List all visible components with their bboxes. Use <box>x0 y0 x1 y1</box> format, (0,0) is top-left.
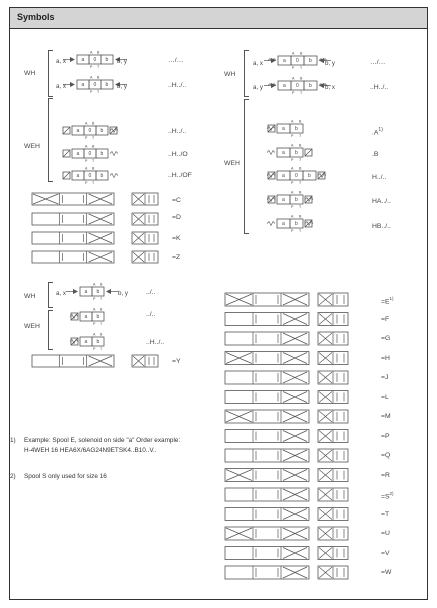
left-wh-row1-suffix: …/… <box>168 57 184 64</box>
footnote-2: 2) Spool S only used for size 16 <box>10 472 210 484</box>
port-b-label: B <box>100 332 103 337</box>
mid-wh-bracket <box>48 282 53 308</box>
cell-b-label: b <box>295 197 298 203</box>
spool-list-code-0: $=E^{1)}$ <box>381 296 394 306</box>
port-a-label: A <box>291 214 294 219</box>
spool-list-row-8 <box>225 449 309 462</box>
cell-a-label: a <box>81 57 85 63</box>
port-b-label: B <box>299 214 302 219</box>
cell-0-label: 0 <box>93 82 97 88</box>
spool-row-3 <box>32 251 114 263</box>
spool-list-row-7 <box>225 430 309 443</box>
port-p-label: P <box>85 181 88 185</box>
right-wh-row2-suffix: ..H../.. <box>370 84 389 91</box>
port-b-label: B <box>92 121 95 126</box>
cell-a-label: a <box>84 314 88 320</box>
mid-wh-suffix: ../.. <box>146 289 156 296</box>
port-b-label: B <box>92 144 95 149</box>
spool-code-y: =Y <box>172 358 181 365</box>
spool-list-row-13 <box>225 547 309 560</box>
cell-b-label: b <box>295 150 298 156</box>
cell-a-label: a <box>283 58 286 64</box>
spool-row-y <box>32 355 114 367</box>
cell-b-label: b <box>105 82 109 88</box>
port-a-label: A <box>85 144 88 149</box>
solenoid-left-diag <box>63 127 70 134</box>
left-weh-bracket <box>48 98 53 182</box>
spool-list-code-9: =R <box>381 471 390 479</box>
left-wh-label: WH <box>24 70 36 77</box>
right-weh-row5-suffix: HB../.. <box>372 223 391 230</box>
cell-a-label: a <box>282 150 285 156</box>
spool-list-row-11 <box>225 508 309 521</box>
port-b-label: B <box>100 307 103 312</box>
port-t-label: T <box>92 159 95 163</box>
port-t-label: T <box>299 158 302 162</box>
port-p-label: P <box>291 205 294 209</box>
port-b-label: B <box>299 143 302 148</box>
spool-code-d: =D <box>172 214 181 221</box>
port-t-label: T <box>100 297 103 301</box>
pilot-arrow-right <box>106 289 111 294</box>
spool-list-row-6 <box>225 410 309 423</box>
port-p-label: P <box>93 297 96 301</box>
cell-0-label: 0 <box>296 58 299 64</box>
port-b-label: B <box>97 50 100 55</box>
port-p-label: P <box>291 158 294 162</box>
port-p-label: P <box>93 347 96 351</box>
spool-list-row-12 <box>225 527 309 540</box>
cell-b-label: b <box>96 339 100 345</box>
mid-weh-bracket <box>48 310 53 350</box>
mid-weh-row1-suffix: ../.. <box>146 311 156 318</box>
port-b-label: B <box>299 119 302 124</box>
section-title: Symbols <box>17 12 55 22</box>
port-p-label: P <box>85 159 88 163</box>
port-a-label: A <box>93 332 96 337</box>
footnote-1-text: Example: Spool E, solenoid on side "a" Order example: <box>24 437 181 444</box>
port-a-label: A <box>90 75 93 80</box>
port-p-label: P <box>291 229 294 233</box>
cell-b-label: b <box>308 173 311 179</box>
spool-list-code-4: =J <box>381 374 389 381</box>
port-a-label: A <box>93 282 96 287</box>
left-weh-row2-suffix: ..H../O <box>168 151 188 158</box>
port-p-label: P <box>291 181 294 185</box>
port-p-label: P <box>90 65 93 69</box>
spool-list-row-4 <box>225 371 309 384</box>
pilot-arrow-left <box>73 289 78 294</box>
left-wh-row2-left: a, x <box>56 83 66 90</box>
cell-b-label: b <box>309 58 312 64</box>
spool-list-row-5 <box>225 391 309 404</box>
spring-right <box>110 174 118 178</box>
right-wh-row2-right: b, x <box>325 84 335 91</box>
spool-list-code-12: =U <box>381 530 390 537</box>
port-b-label: B <box>300 76 303 81</box>
left-wh-bracket <box>48 50 53 97</box>
pilot-arrow-left <box>70 57 75 62</box>
right-weh-label: WEH <box>224 160 240 167</box>
cell-a-label: a <box>283 83 286 89</box>
cell-a-label: a <box>282 197 285 203</box>
right-wh-row1-suffix: …/… <box>370 59 386 66</box>
right-wh-bracket <box>244 50 249 97</box>
spool-list-code-8: =Q <box>381 452 391 459</box>
solenoid-left-diag <box>63 150 70 157</box>
port-a-label: A <box>292 51 295 56</box>
spool-row-0 <box>32 193 114 205</box>
right-weh-row1-suffix: $.A^{1)}$ <box>372 127 383 137</box>
cell-b-label: b <box>100 128 104 134</box>
left-weh-label: WEH <box>24 143 40 150</box>
port-t-label: T <box>299 134 302 138</box>
cell-b-label: b <box>96 314 100 320</box>
port-b-label: B <box>299 190 302 195</box>
right-wh-row1-right: b, y <box>325 60 335 67</box>
left-wh-row1-right: b, y <box>117 58 127 65</box>
right-wh-row2-left: a, y <box>253 84 263 91</box>
port-p-label: P <box>93 322 96 326</box>
cell-a-label: a <box>76 173 80 179</box>
spool-list-row-10 <box>225 488 309 501</box>
solenoid-right-diag <box>305 149 312 156</box>
mid-weh-row2-suffix: ..H../.. <box>146 339 165 346</box>
port-t-label: T <box>100 347 103 351</box>
solenoid-left-diag <box>63 172 70 179</box>
right-wh-label: WH <box>224 71 236 78</box>
spool-list-code-14: =W <box>381 569 392 576</box>
port-a-label: A <box>292 76 295 81</box>
cell-b-label: b <box>295 126 298 132</box>
cell-0-label: 0 <box>296 83 299 89</box>
cell-a-label: a <box>81 82 85 88</box>
spool-list-code-5: =L <box>381 393 389 401</box>
cell-b-label: b <box>100 151 104 157</box>
cell-b-label: b <box>105 57 109 63</box>
right-wh-row1-left: a, x <box>253 60 263 67</box>
port-a-label: A <box>291 166 294 171</box>
port-b-label: B <box>300 51 303 56</box>
spring-left <box>267 151 275 155</box>
spool-list-row-2 <box>225 332 309 345</box>
port-b-label: B <box>97 75 100 80</box>
spool-list-row-9 <box>225 469 309 482</box>
port-p-label: P <box>90 90 93 94</box>
port-t-label: T <box>300 66 303 70</box>
port-b-label: B <box>100 282 103 287</box>
cell-0-label: 0 <box>93 57 97 63</box>
port-p-label: P <box>292 91 295 95</box>
cell-a-label: a <box>76 151 80 157</box>
spool-code-c: =C <box>172 197 181 204</box>
cell-b-label: b <box>309 83 312 89</box>
spool-code-k: =K <box>172 235 181 242</box>
port-t-label: T <box>300 91 303 95</box>
left-wh-row2-right: b, y <box>117 83 127 90</box>
spool-code-z: =Z <box>172 254 181 261</box>
right-weh-row2-suffix: .B <box>372 151 379 158</box>
spool-list-code-7: =P <box>381 432 390 440</box>
spool-row-1 <box>32 213 114 225</box>
left-weh-row3-suffix: ..H../OF <box>168 172 192 179</box>
mid-wh-label: WH <box>24 293 36 300</box>
spring-left <box>267 222 275 226</box>
cell-0-label: 0 <box>88 151 92 157</box>
cell-a-label: a <box>282 173 285 179</box>
mid-weh-label: WEH <box>24 323 40 330</box>
port-a-label: A <box>93 307 96 312</box>
cell-b-label: b <box>100 173 104 179</box>
footnote-2-text: Spool S only used for size 16 <box>24 473 107 480</box>
spool-list-code-1: =F <box>381 315 390 323</box>
cell-a-label: a <box>76 128 80 134</box>
port-a-label: A <box>90 50 93 55</box>
port-a-label: A <box>291 143 294 148</box>
right-weh-row4-suffix: HA../.. <box>372 198 391 205</box>
spool-list-row-1 <box>225 313 309 326</box>
cell-b-label: b <box>96 289 100 295</box>
spool-list-row-3 <box>225 352 309 365</box>
cell-0-label: 0 <box>88 173 92 179</box>
port-p-label: P <box>85 136 88 140</box>
footnotes <box>10 436 210 484</box>
port-b-label: B <box>92 166 95 171</box>
right-weh-bracket <box>244 99 249 234</box>
port-t-label: T <box>92 181 95 185</box>
spool-row-2 <box>32 232 114 244</box>
left-wh-row1-left: a, x <box>56 58 66 65</box>
port-b-label: B <box>299 166 302 171</box>
spring-right <box>110 152 118 156</box>
spool-list-row-0 <box>225 293 309 306</box>
spool-list-code-10: $=S^{2)}$ <box>381 491 394 501</box>
cell-0-label: 0 <box>295 173 298 179</box>
cell-b-label: b <box>295 221 298 227</box>
port-p-label: P <box>292 66 295 70</box>
mid-wh-right: b, y <box>118 290 128 297</box>
port-a-label: A <box>85 166 88 171</box>
port-t-label: T <box>100 322 103 326</box>
spool-list-code-3: =H <box>381 354 390 362</box>
port-a-label: A <box>85 121 88 126</box>
footnote-1-example: H-4WEH 16 HEA6X/6AG24N9ETSK4..B10..V.. <box>24 446 157 454</box>
spool-list-code-11: =T <box>381 510 390 518</box>
left-weh-row1-suffix: ..H../.. <box>168 128 187 135</box>
port-t-label: T <box>97 65 100 69</box>
spool-list-code-2: =G <box>381 335 391 342</box>
port-p-label: P <box>291 134 294 138</box>
cell-a-label: a <box>84 289 88 295</box>
port-a-label: A <box>291 190 294 195</box>
pilot-arrow-left <box>70 82 75 87</box>
port-a-label: A <box>291 119 294 124</box>
cell-0-label: 0 <box>88 128 92 134</box>
spool-list-code-13: =V <box>381 549 390 557</box>
cell-a-label: a <box>282 221 285 227</box>
port-t-label: T <box>299 205 302 209</box>
port-t-label: T <box>299 229 302 233</box>
port-t-label: T <box>97 90 100 94</box>
right-weh-row3-suffix: H../.. <box>372 174 387 181</box>
cell-a-label: a <box>84 339 88 345</box>
spool-list-row-14 <box>225 566 309 579</box>
port-t-label: T <box>92 136 95 140</box>
spool-list-code-6: =M <box>381 413 391 420</box>
port-t-label: T <box>299 181 302 185</box>
left-wh-row2-suffix: ..H../.. <box>168 82 187 89</box>
footnote-1: 1) Example: Spool E, solenoid on side "a" Order example: H-4WEH 16 HEA6X/6AG24N9ETSK4..B10..V.. <box>10 437 181 454</box>
mid-wh-left: a, x <box>56 290 66 297</box>
cell-a-label: a <box>282 126 285 132</box>
